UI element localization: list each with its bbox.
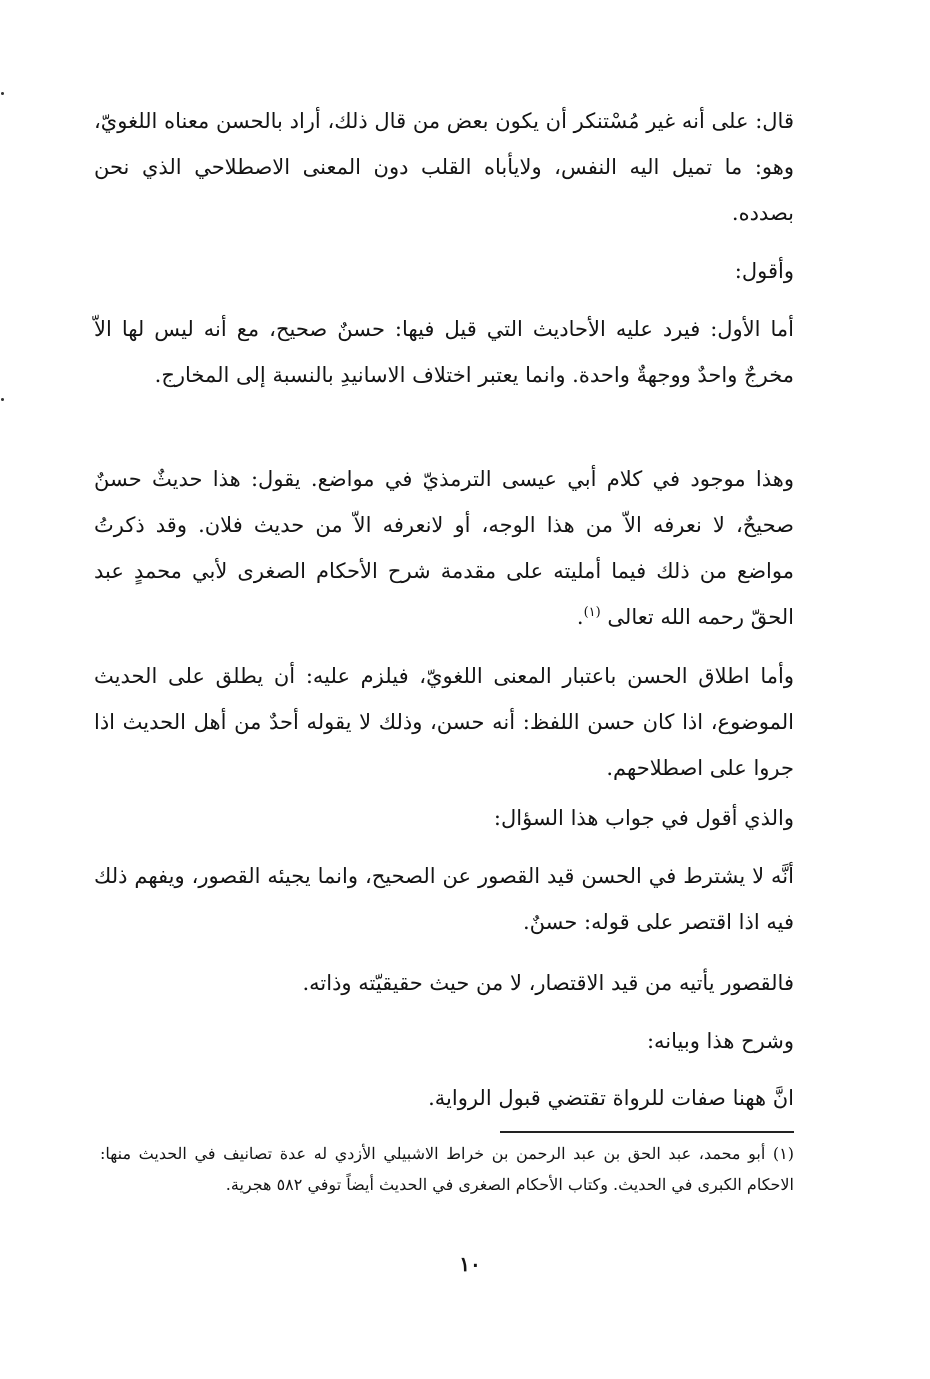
footnote-text: أبو محمد، عبد الحق بن عبد الرحمن بن خراط الاشبيلي الأزدي له عدة تصانيف في الحديث منها: الاحكام الكبرى في الحديث. وكتاب الأحكام الصغرى في الحديث أيضاً توفي ٥٨٢ هجرية. — [100, 1144, 794, 1194]
paragraph-3: أما الأول: فيرد عليه الأحاديث التي قيل فيها: حسنٌ صحيح، مع أنه ليس لها الاّ مخرجٌ واحدٌ ووجهةٌ واحدة. وانما يعتبر اختلاف الاسانيدِ بالنسبة إلى المخارج. — [94, 317, 794, 387]
paragraph-4-text: وهذا موجود في كلام أبي عيسى الترمذيّ في مواضع. يقول: هذا حديثٌ حسنٌ صحيحٌ، لا نعرفه الاّ من هذا الوجه، أو لانعرفه الاّ من حديث فلان. وقد ذكرتُ مواضع من ذلك فيما أمليته على مقدمة شرح الأحكام الصغرى لأبي محمدٍ عبد الحقّ رحمه الله تعالى — [94, 467, 794, 629]
footnote-marker: (١) — [772, 1144, 794, 1163]
paragraph-4-end: . — [576, 605, 584, 629]
paragraph-10: انَّ ههنا صفات للرواة تقتضي قبول الرواية. — [428, 1086, 794, 1110]
paragraph-9: وشرح هذا وبيانه: — [646, 1029, 794, 1053]
paragraph-8: فالقصور يأتيه من قيد الاقتصار، لا من حيث حقيقيّته وذاته. — [302, 971, 794, 995]
paragraph-6: والذي أقول في جواب هذا السؤال: — [493, 806, 794, 830]
page-number: ١٠ — [459, 1252, 481, 1276]
paragraph-4 — [94, 456, 794, 640]
scan-margin-mark — [1, 92, 4, 95]
paragraph-7: أنَّه لا يشترط في الحسن قيد القصور عن الصحيح، وانما يجيئه القصور، ويفهم ذلك فيه اذا اقتصر على قوله: حسنٌ. — [94, 864, 794, 934]
paragraph-2: وأقول: — [734, 259, 794, 283]
scan-margin-mark — [1, 398, 4, 401]
paragraph-5: وأما اطلاق الحسن باعتبار المعنى اللغويّ، فيلزم عليه: أن يطلق على الحديث الموضوع، اذا كان حسن اللفظ: أنه حسن، وذلك لا يقوله أحدٌ من أهل الحديث اذا جروا على اصطلاحهم. — [94, 664, 794, 780]
footnote — [100, 1138, 794, 1200]
footnote-divider — [500, 1131, 794, 1133]
footnote-reference[interactable]: (١) — [583, 605, 601, 620]
paragraph-1: قال: على أنه غير مُسْتنكر أن يكون بعض من قال ذلك، أراد بالحسن معناه اللغويّ، وهو: ما تميل اليه النفس، ولايأباه القلب دون المعنى الاصطلاحي الذي نحن بصدده. — [94, 109, 794, 225]
